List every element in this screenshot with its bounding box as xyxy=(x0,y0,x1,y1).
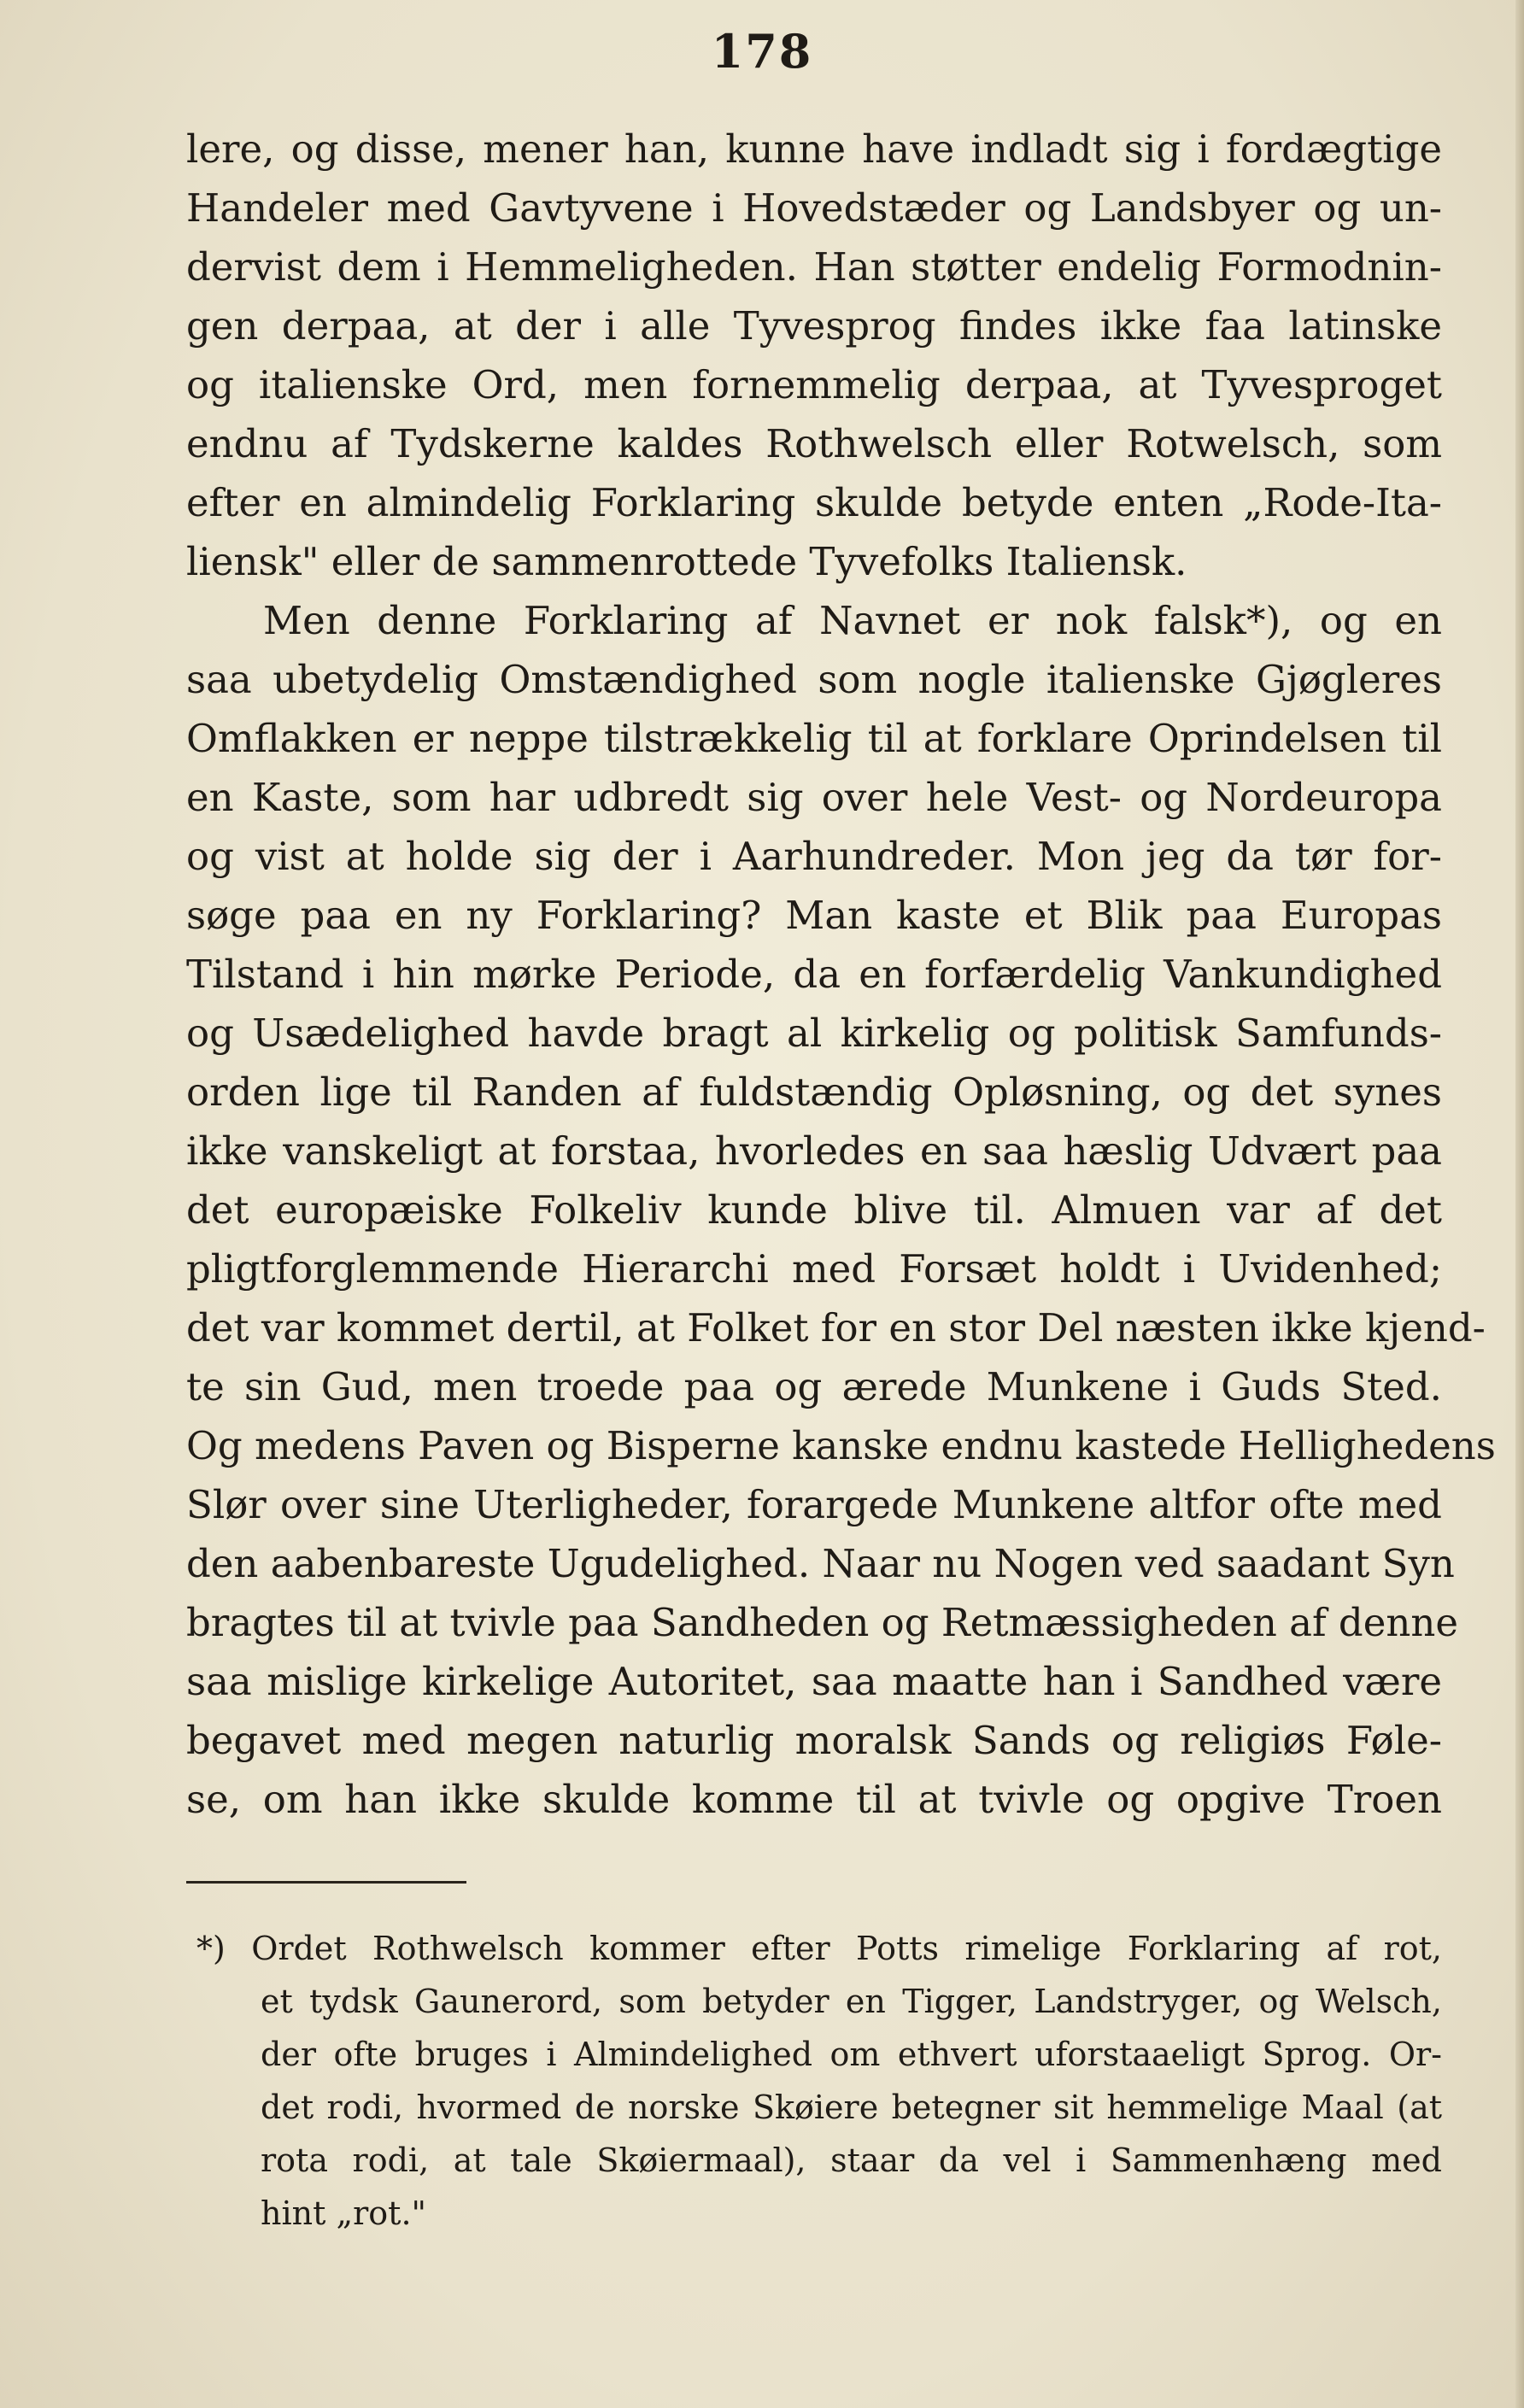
footnote-line: rota rodi, at tale Skøiermaal), staar da vel i Sammenhæng med xyxy=(261,2141,1442,2179)
body-line: Og medens Paven og Bisperne kanske endnu kastede Hellighedens xyxy=(186,1423,1496,1468)
body-line: endnu af Tydskerne kaldes Rothwelsch eller Rotwelsch, som xyxy=(186,421,1442,466)
body-line: orden lige til Randen af fuldstændig Opløsning, og det synes xyxy=(186,1069,1442,1115)
body-line: Handeler med Gavtyvene i Hovedstæder og Landsbyer og un- xyxy=(186,185,1442,231)
body-line: gen derpaa, at der i alle Tyvesprog findes ikke faa latinske xyxy=(186,303,1442,349)
paragraph-start-line: Men denne Forklaring af Navnet er nok falsk*), og en xyxy=(263,598,1442,643)
body-text xyxy=(186,120,1496,1829)
page-edge-shadow xyxy=(1515,0,1524,2408)
body-line: Tilstand i hin mørke Periode, da en forfærdelig Vankundighed xyxy=(186,952,1442,997)
body-line: efter en almindelig Forklaring skulde betyde enten „Rode-Ita- xyxy=(186,480,1442,525)
body-line: saa mislige kirkelige Autoritet, saa maatte han i Sandhed være xyxy=(186,1659,1442,1704)
body-line: og vist at holde sig der i Aarhundreder. Mon jeg da tør for- xyxy=(186,834,1442,879)
body-line: og Usædelighed havde bragt al kirkelig og politisk Samfunds- xyxy=(186,1011,1442,1056)
body-line: og italienske Ord, men fornemmelig derpaa, at Tyvesproget xyxy=(186,362,1442,407)
body-line: lere, og disse, mener han, kunne have indladt sig i fordægtige xyxy=(186,126,1442,172)
body-line: pligtforglemmende Hierarchi med Forsæt holdt i Uvidenhed; xyxy=(186,1246,1442,1292)
footnote xyxy=(196,1922,1442,2240)
body-line: en Kaste, som har udbredt sig over hele Vest- og Nordeuropa xyxy=(186,775,1442,820)
body-line: ikke vanskeligt at forstaa, hvorledes en saa hæslig Udvært paa xyxy=(186,1128,1442,1174)
body-line: det var kommet dertil, at Folket for en stor Del næsten ikke kjend- xyxy=(186,1305,1486,1350)
footnote-separator xyxy=(186,1881,466,1884)
body-line: den aabenbareste Ugudelighed. Naar nu Nogen ved saadant Syn xyxy=(186,1541,1455,1586)
body-line: Omflakken er neppe tilstrækkelig til at forklare Oprindelsen til xyxy=(186,716,1442,761)
body-line: det europæiske Folkeliv kunde blive til. Almuen var af det xyxy=(186,1187,1442,1233)
footnote-line: der ofte bruges i Almindelighed om ethvert uforstaaeligt Sprog. Or- xyxy=(261,2036,1442,2073)
footnote-line: det rodi, hvormed de norske Skøiere betegner sit hemmelige Maal (at xyxy=(261,2089,1442,2126)
body-line: dervist dem i Hemmeligheden. Han støtter endelig Formodnin- xyxy=(186,244,1442,290)
page-number: 178 xyxy=(711,24,813,79)
body-line: Slør over sine Uterligheder, forargede Munkene altfor ofte med xyxy=(186,1482,1442,1527)
footnote-line: hint „rot." xyxy=(261,2194,427,2232)
body-line: se, om han ikke skulde komme til at tvivle og opgive Troen xyxy=(186,1777,1442,1822)
body-line: begavet med megen naturlig moralsk Sands og religiøs Føle- xyxy=(186,1718,1442,1763)
body-line: bragtes til at tvivle paa Sandheden og Retmæssigheden af denne xyxy=(186,1600,1458,1645)
body-line: søge paa en ny Forklaring? Man kaste et Blik paa Europas xyxy=(186,893,1442,938)
body-line: te sin Gud, men troede paa og ærede Munkene i Guds Sted. xyxy=(186,1364,1442,1409)
body-line: saa ubetydelig Omstændighed som nogle italienske Gjøgleres xyxy=(186,657,1442,702)
body-line: liensk" eller de sammenrottede Tyvefolks Italiensk. xyxy=(186,539,1187,584)
footnote-line: et tydsk Gaunerord, som betyder en Tigger, Landstryger, og Welsch, xyxy=(261,1983,1442,2020)
footnote-line: *) Ordet Rothwelsch kommer efter Potts rimelige Forklaring af rot, xyxy=(196,1930,1442,1967)
